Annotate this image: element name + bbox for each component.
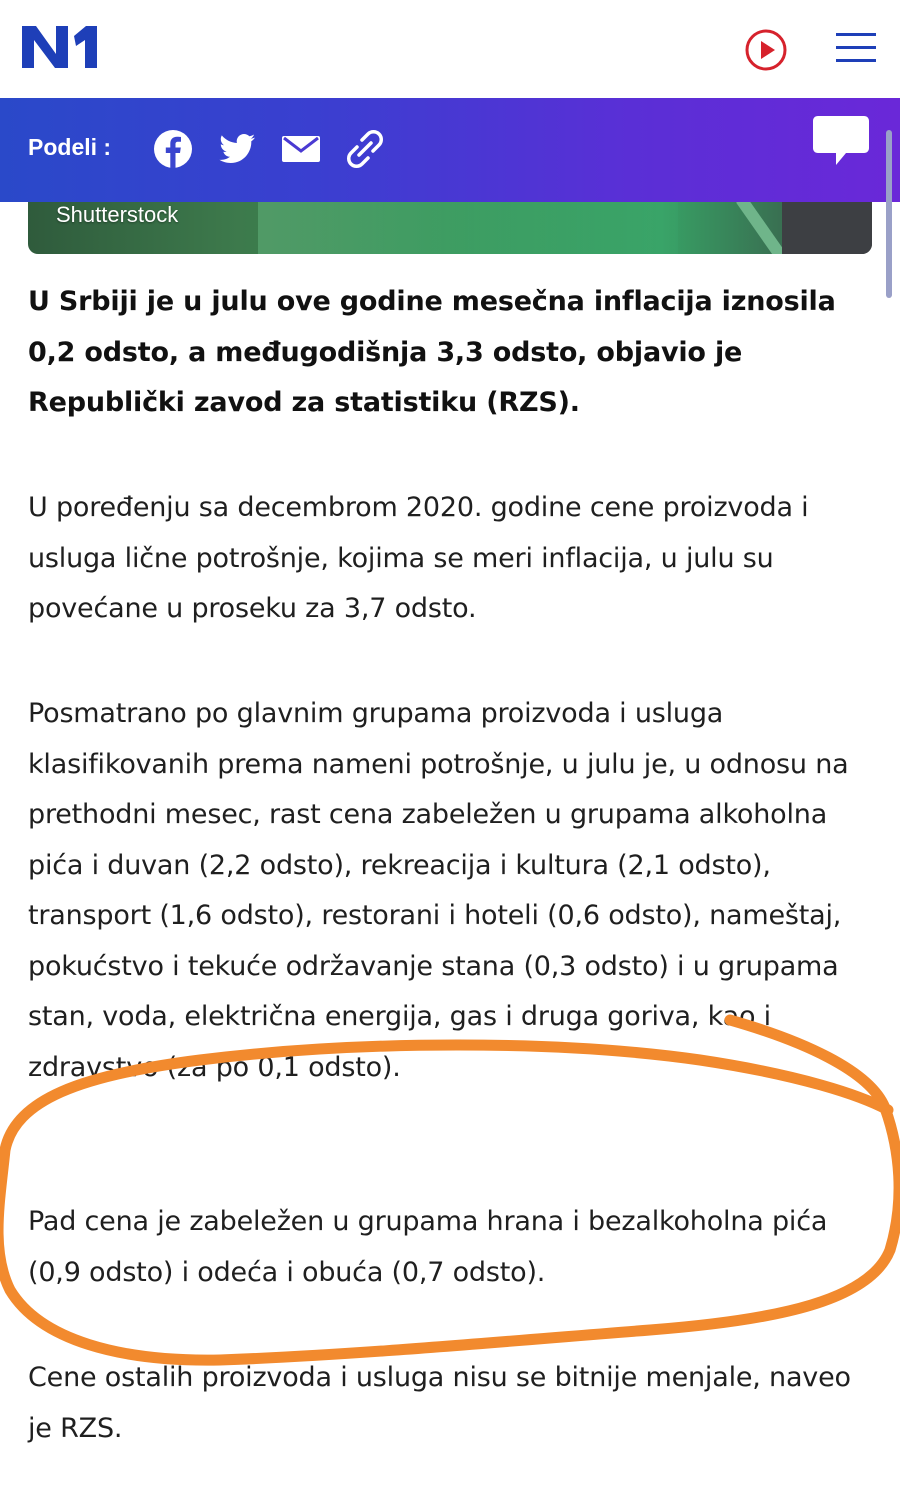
article-paragraph: Posmatrano po glavnim grupama proizvoda i usluga klasifikovanih prema nameni potrošnje, u julu je, u odnosu na prethodni mesec, rast cena zabeležen u grupama alkoholna pića i duvan (2,2 odsto), rekreacija i kultura (2,1 odsto), transport (1,6 odsto), restorani i hoteli (0,6 odsto), nameštaj, pokućstvo i tekuće održavanje stana (0,3 odsto) i u grupama stan, voda, električna energija, gas i druga goriva, kao i zdravstvo (za po 0,1 odsto). [28, 698, 849, 1083]
share-bar [0, 98, 900, 202]
article-paragraph: Pad cena je zabeležen u grupama hrana i bezalkoholna pića (0,9 odsto) i odeća i obuća (0,7 odsto). [28, 1206, 828, 1288]
article-paragraph: U poređenju sa decembrom 2020. godine cene proizvoda i usluga lične potrošnje, kojima se meri inflacija, u julu su povećane u proseku za 3,7 odsto. [28, 492, 809, 624]
article-paragraph: Cene ostalih proizvoda i usluga nisu se bitnije menjale, naveo je RZS. [28, 1362, 851, 1444]
share-label: Podeli : [28, 134, 112, 160]
page-scrollbar[interactable] [886, 130, 892, 298]
hamburger-menu-icon[interactable] [833, 28, 879, 68]
play-icon[interactable] [742, 26, 790, 74]
link-icon[interactable] [344, 128, 386, 170]
twitter-icon[interactable] [216, 128, 258, 170]
comment-bubble-icon[interactable] [812, 112, 870, 168]
email-icon[interactable] [280, 128, 322, 170]
facebook-icon[interactable] [152, 128, 194, 170]
article-lead: U Srbiji je u julu ove godine mesečna inflacija iznosila 0,2 odsto, a međugodišnja 3,3 odsto, objavio je Republički zavod za statistiku (RZS). [28, 286, 836, 418]
top-header [0, 0, 900, 98]
image-credit: Shutterstock [56, 202, 179, 227]
n1-logo[interactable] [20, 18, 110, 78]
